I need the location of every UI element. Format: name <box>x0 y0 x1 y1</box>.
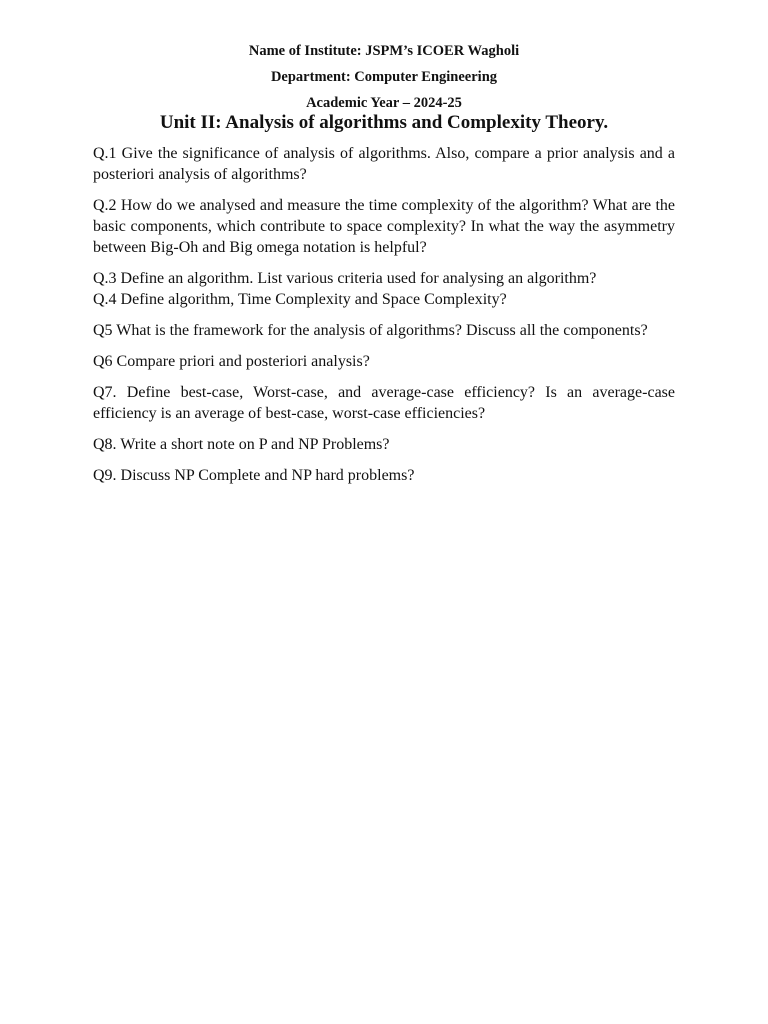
question-list <box>93 143 675 496</box>
question-3: Q.3 Define an algorithm. List various criteria used for analysing an algorithm? <box>93 270 597 287</box>
question-4: Q.4 Define algorithm, Time Complexity and Space Complexity? <box>93 291 507 308</box>
question-7: Q7. Define best-case, Worst-case, and average-case efficiency? Is an average-case efficiency is an average of best-case, worst-case efficiencies? <box>93 384 675 422</box>
unit-title: Unit II: Analysis of algorithms and Complexity Theory. <box>159 112 609 133</box>
institute-name: Name of Institute: JSPM’s ICOER Wagholi <box>248 43 520 59</box>
question-8: Q8. Write a short note on P and NP Problems? <box>93 436 390 453</box>
question-2: Q.2 How do we analysed and measure the time complexity of the algorithm? What are the basic components, which contribute to space complexity? In what the way the asymmetry between Big-Oh and Big omega notation is helpful? <box>93 197 675 256</box>
question-5: Q5 What is the framework for the analysis of algorithms? Discuss all the components? <box>93 322 648 339</box>
department-name: Department: Computer Engineering <box>270 69 498 85</box>
question-1: Q.1 Give the significance of analysis of algorithms. Also, compare a prior analysis and a posteriori analysis of algorithms? <box>93 145 675 183</box>
academic-year: Academic Year – 2024-25 <box>306 95 462 111</box>
question-9: Q9. Discuss NP Complete and NP hard problems? <box>93 467 415 484</box>
question-6: Q6 Compare priori and posteriori analysis? <box>93 353 370 370</box>
